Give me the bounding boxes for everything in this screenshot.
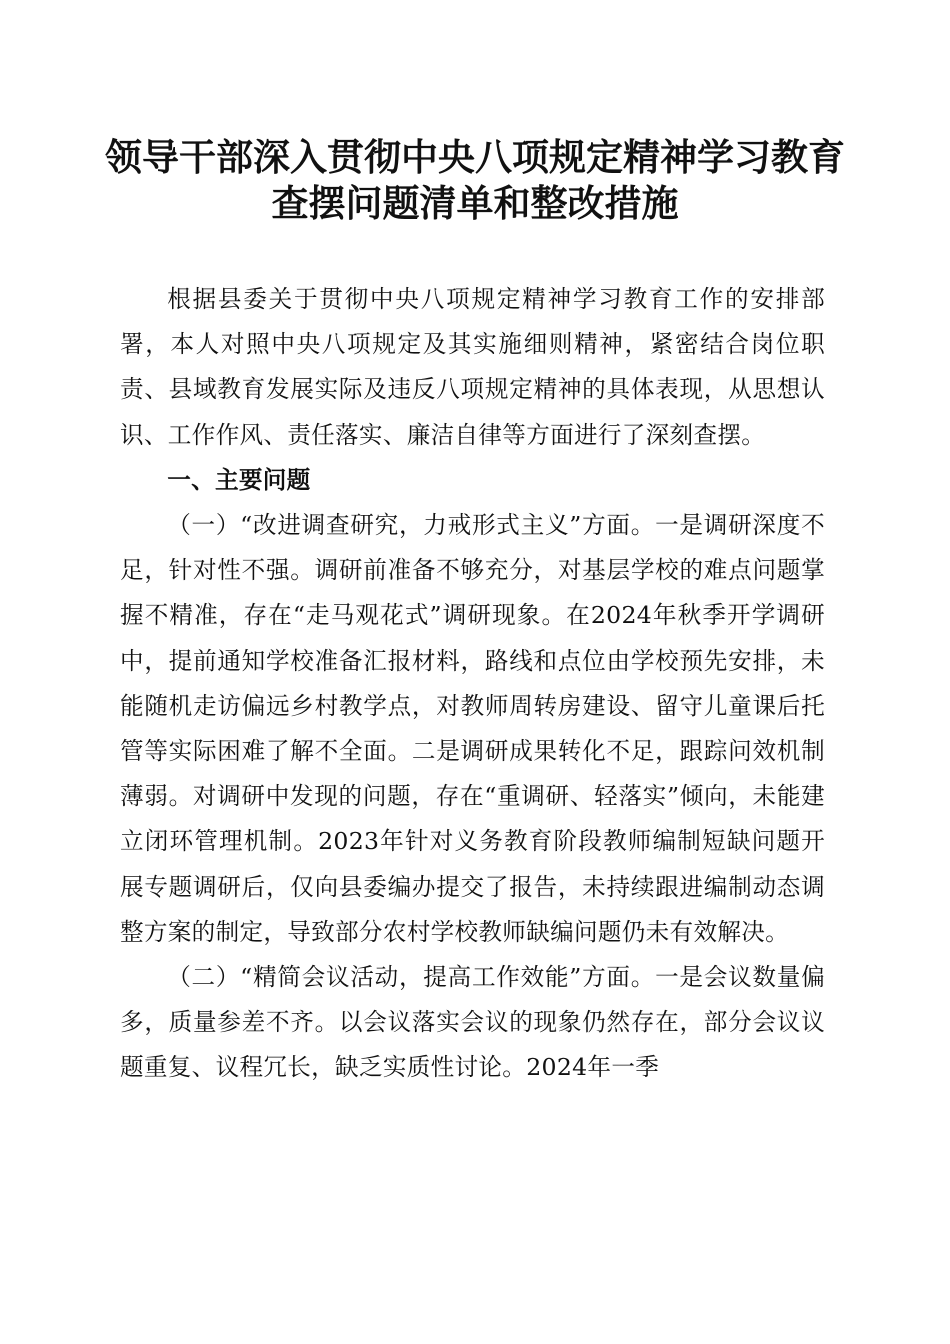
intro-paragraph: 根据县委关于贯彻中央八项规定精神学习教育工作的安排部署，本人对照中央八项规定及其实施细则精神，紧密结合岗位职责、县域教育发展实际及违反八项规定精神的具体表现，从思想认识、工作作风、责任落实、廉洁自律等方面进行了深刻查摆。 (120, 285, 825, 449)
document-title-line-2: 查摆问题清单和整改措施 (271, 181, 679, 225)
document-body (120, 277, 825, 1091)
section-heading-main-problems: 一、主要问题 (167, 465, 311, 494)
problem-item-2-paragraph: （二）“精简会议活动，提高工作效能”方面。一是会议数量偏多，质量参差不齐。以会议落实会议的现象仍然存在，部分会议议题重复、议程冗长，缺乏实质性讨论。2024年一季 (120, 963, 825, 1082)
problem-item-1-paragraph: （一）“改进调查研究，力戒形式主义”方面。一是调研深度不足，针对性不强。调研前准备不够充分，对基层学校的难点问题掌握不精准，存在“走马观花式”调研现象。在2024年秋季开学调研中，提前通知学校准备汇报材料，路线和点位由学校预先安排，未能随机走访偏远乡村教学点，对教师周转房建设、留守儿童课后托管等实际困难了解不全面。二是调研成果转化不足，跟踪问效机制薄弱。对调研中发现的问题，存在“重调研、轻落实”倾向，未能建立闭环管理机制。2023年针对义务教育阶段教师编制短缺问题开展专题调研后，仅向县委编办提交了报告，未持续跟进编制动态调整方案的制定，导致部分农村学校教师缺编问题仍未有效解决。 (120, 511, 825, 946)
document-title-line-1: 领导干部深入贯彻中央八项规定精神学习教育 (105, 135, 845, 179)
